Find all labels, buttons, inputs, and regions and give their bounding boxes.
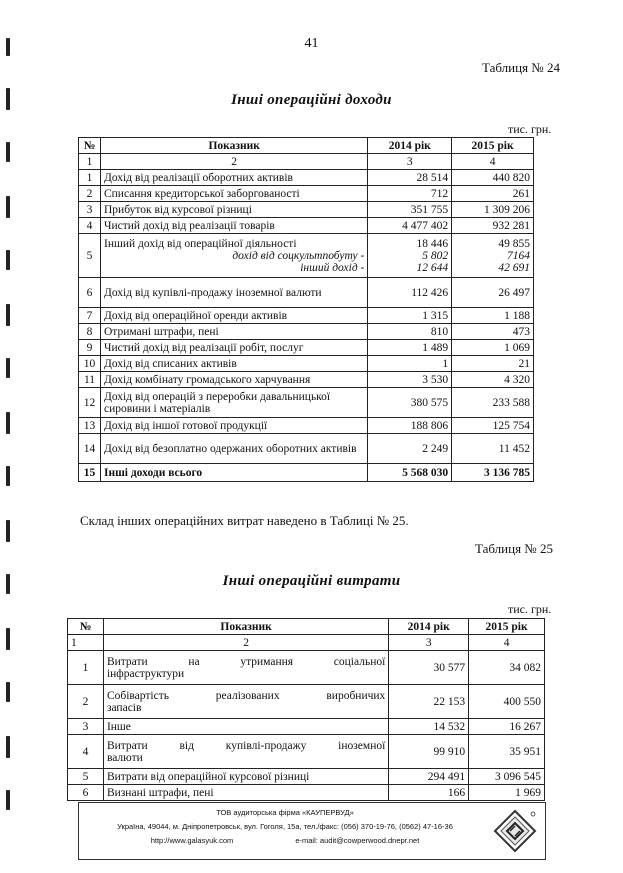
table-header-row <box>79 138 534 154</box>
table24-title: Інші операційні доходи <box>231 92 392 108</box>
index-cell: 2 <box>103 635 388 651</box>
col-header-2014: 2014 рік <box>368 138 452 154</box>
col-header-2015: 2015 рік <box>452 138 534 154</box>
value-2015: 35 951 <box>469 735 545 769</box>
value-2015: 3 096 545 <box>469 769 545 785</box>
table-row <box>68 785 545 801</box>
row-name: Дохід від реалізації оборотних активів <box>100 170 367 186</box>
value-2015: 400 550 <box>469 685 545 719</box>
table24 <box>78 137 534 482</box>
page-footer <box>78 802 546 860</box>
row-number: 7 <box>79 308 101 324</box>
sub-value-2015: 42 691 <box>498 261 530 274</box>
index-cell: 1 <box>68 635 104 651</box>
table-index-row <box>68 635 545 651</box>
row-number: 13 <box>79 418 101 434</box>
value-2014: 351 755 <box>368 202 452 218</box>
table25-label: Таблиця № 25 <box>475 541 553 556</box>
row-number: 5 <box>79 234 101 278</box>
value-2014: 30 577 <box>389 651 469 685</box>
value-2015: 440 820 <box>452 170 534 186</box>
value-2014: 18 446 <box>416 237 449 250</box>
index-cell: 1 <box>79 154 101 170</box>
row-name-cell <box>103 651 388 685</box>
index-cell: 3 <box>368 154 452 170</box>
row-name-cell <box>103 735 388 769</box>
value-2015: 1 969 <box>469 785 545 801</box>
footer-company: ТОВ аудиторська фірма «КАУПЕРВУД» <box>216 808 354 817</box>
table-row <box>79 340 534 356</box>
page-number: 41 <box>304 36 319 51</box>
value-2014: 1 315 <box>368 308 452 324</box>
footer-address: Україна, 49044, м. Дніпропетровськ, вул. Гоголя, 15а, тел./факс: (056) 370-19-76, (0562) 47-16-36 <box>117 822 453 831</box>
row-name: Списання кредиторської заборгованості <box>100 186 367 202</box>
footer-email: e-mail: audit@cowperwood.dnepr.net <box>295 836 420 845</box>
table-row <box>79 388 534 418</box>
table-row <box>68 769 545 785</box>
value-2015: 261 <box>452 186 534 202</box>
value-2014: 112 426 <box>368 278 452 308</box>
col-header-number: № <box>79 138 101 154</box>
row-name: Отримані штрафи, пені <box>100 324 367 340</box>
value-2015: 125 754 <box>452 418 534 434</box>
row-number: 2 <box>68 685 104 719</box>
value-2015: 21 <box>452 356 534 372</box>
row-number: 10 <box>79 356 101 372</box>
value-2014: 2 249 <box>368 434 452 464</box>
value-2015: 16 267 <box>469 719 545 735</box>
value-2015: 473 <box>452 324 534 340</box>
row-name: Інше <box>103 719 388 735</box>
table-total-row <box>79 464 534 482</box>
value-2015: 26 497 <box>452 278 534 308</box>
col-header-indicator: Показник <box>100 138 367 154</box>
row-number: 6 <box>79 278 101 308</box>
table25-unit: тис. грн. <box>508 602 552 616</box>
row-name: Дохід комбінату громадського харчування <box>100 372 367 388</box>
row-number: 3 <box>79 202 101 218</box>
value-2014: 99 910 <box>389 735 469 769</box>
col-header-2014: 2014 рік <box>389 619 469 635</box>
row-subitem-name: інший дохід - <box>300 261 365 274</box>
paragraph-text: Склад інших операційних витрат наведено в Таблиці № 25. <box>80 513 409 528</box>
table25 <box>67 618 545 801</box>
footer-contacts <box>85 836 485 845</box>
row-number: 14 <box>79 434 101 464</box>
row-number: 8 <box>79 324 101 340</box>
index-cell: 2 <box>100 154 367 170</box>
value-2014: 4 477 402 <box>368 218 452 234</box>
row-name: Дохід від операцій з переробки давальницької сировини і матеріалів <box>100 388 367 418</box>
cowperwood-logo-icon <box>493 809 537 853</box>
value-2015: 4 320 <box>452 372 534 388</box>
table-row <box>79 308 534 324</box>
col-header-number: № <box>68 619 104 635</box>
row-name-cont: інфраструктури <box>106 667 185 680</box>
table-row <box>79 278 534 308</box>
table-row <box>68 735 545 769</box>
row-name: Дохід від операційної оренди активів <box>100 308 367 324</box>
table24-label: Таблиця № 24 <box>482 60 560 75</box>
row-name: Прибуток від курсової різниці <box>100 202 367 218</box>
value-2014: 712 <box>368 186 452 202</box>
row-name-cont: валюти <box>106 751 143 764</box>
row-name: Витрати від операційної курсової різниці <box>103 769 388 785</box>
value-2014: 14 532 <box>389 719 469 735</box>
value-2014: 380 575 <box>368 388 452 418</box>
row-number: 12 <box>79 388 101 418</box>
value-2014: 28 514 <box>368 170 452 186</box>
row-name: Витрати на утримання соціальної <box>106 655 386 668</box>
row-number: 11 <box>79 372 101 388</box>
value-2014: 294 491 <box>389 769 469 785</box>
index-cell: 4 <box>452 154 534 170</box>
table24-unit: тис. грн. <box>508 122 552 136</box>
row-number: 15 <box>79 464 101 482</box>
row-subitem-name: дохід від соцкультпобуту - <box>232 249 365 262</box>
table-row <box>79 324 534 340</box>
row-name: Чистий дохід від реалізації товарів <box>100 218 367 234</box>
table-row <box>68 719 545 735</box>
table-index-row <box>79 154 534 170</box>
row-number: 2 <box>79 186 101 202</box>
table-row <box>79 372 534 388</box>
table-row <box>79 202 534 218</box>
value-2015: 34 082 <box>469 651 545 685</box>
value-2014: 810 <box>368 324 452 340</box>
row-name-cell <box>100 234 367 278</box>
row-name: Дохід від списаних активів <box>100 356 367 372</box>
value-2015: 932 281 <box>452 218 534 234</box>
table-row <box>68 685 545 719</box>
value-2015: 11 452 <box>452 434 534 464</box>
value-2015: 1 188 <box>452 308 534 324</box>
sub-value-2014: 12 644 <box>416 261 449 274</box>
value-2014-cell <box>368 234 452 278</box>
value-2014: 3 530 <box>368 372 452 388</box>
table-row <box>79 434 534 464</box>
value-2015: 1 309 206 <box>452 202 534 218</box>
value-2015: 233 588 <box>452 388 534 418</box>
row-name: Витрати від купівлі-продажу іноземної <box>106 739 386 752</box>
sub-value-2014: 5 802 <box>422 249 449 262</box>
row-number: 4 <box>79 218 101 234</box>
table-row <box>68 651 545 685</box>
value-2015: 1 069 <box>452 340 534 356</box>
row-number: 4 <box>68 735 104 769</box>
row-name: Дохід від іншої готової продукції <box>100 418 367 434</box>
value-2014: 1 <box>368 356 452 372</box>
row-number: 1 <box>68 651 104 685</box>
table-row <box>79 234 534 278</box>
row-name: Чистий дохід від реалізації робіт, послуг <box>100 340 367 356</box>
row-number: 1 <box>79 170 101 186</box>
sub-value-2015: 7164 <box>507 249 530 262</box>
row-name: Собівартість реалізованих виробничих <box>106 689 386 702</box>
row-number: 3 <box>68 719 104 735</box>
col-header-indicator: Показник <box>103 619 388 635</box>
footer-website-link[interactable]: http://www.galasyuk.com <box>150 836 234 845</box>
table-row <box>79 218 534 234</box>
binder-marks <box>0 0 18 873</box>
col-header-2015: 2015 рік <box>469 619 545 635</box>
table-header-row <box>68 619 545 635</box>
row-name: Інші доходи всього <box>100 464 367 482</box>
table25-title: Інші операційні витрати <box>222 573 401 589</box>
row-name: Дохід від купівлі-продажу іноземної валюти <box>100 278 367 308</box>
index-cell: 4 <box>469 635 545 651</box>
row-number: 6 <box>68 785 104 801</box>
row-name: Інший дохід від операційної діяльності <box>103 237 297 250</box>
table-row <box>79 170 534 186</box>
value-2014: 166 <box>389 785 469 801</box>
table-row <box>79 356 534 372</box>
value-2014: 188 806 <box>368 418 452 434</box>
index-cell: 3 <box>389 635 469 651</box>
row-number: 9 <box>79 340 101 356</box>
row-name-cell <box>103 685 388 719</box>
table-row <box>79 418 534 434</box>
row-name: Визнані штрафи, пені <box>103 785 388 801</box>
value-2014: 1 489 <box>368 340 452 356</box>
table-row <box>79 186 534 202</box>
value-2014: 5 568 030 <box>368 464 452 482</box>
value-2015: 3 136 785 <box>452 464 534 482</box>
row-number: 5 <box>68 769 104 785</box>
row-name: Дохід від безоплатно одержаних оборотних активів <box>100 434 367 464</box>
value-2015: 49 855 <box>498 237 530 250</box>
row-name-cont: запасів <box>106 701 142 714</box>
value-2014: 22 153 <box>389 685 469 719</box>
value-2015-cell <box>452 234 534 278</box>
